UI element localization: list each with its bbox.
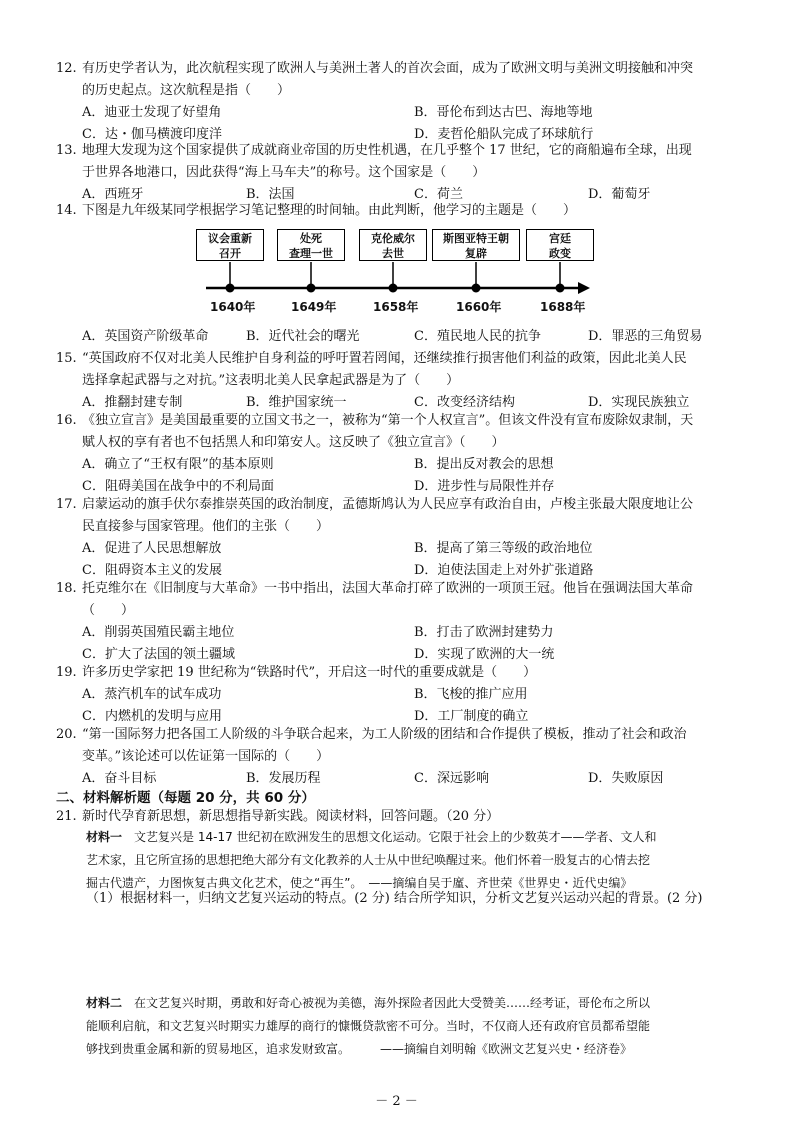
option-c[interactable]: C．阻碍美国在战争中的不利局面 (82, 479, 274, 494)
option-a[interactable]: A．蒸汽机车的试车成功 (82, 687, 222, 702)
option-d[interactable]: D．罪恶的三角贸易 (588, 329, 703, 344)
option-c[interactable]: C．殖民地人民的抗争 (414, 329, 541, 344)
option-d[interactable]: D．实现民族独立 (588, 395, 690, 410)
option-d[interactable]: D．进步性与局限性并存 (414, 479, 555, 494)
option-c[interactable]: C．阻碍资本主义的发展 (82, 563, 222, 578)
option-a[interactable]: A．确立了“王权有限”的基本原则 (82, 457, 274, 472)
option-a[interactable]: A．迪亚士发现了好望角 (82, 105, 222, 120)
section-title: 二、材料解析题（每题 20 分，共 60 分） (56, 790, 315, 806)
option-c[interactable]: C．改变经济结构 (414, 395, 515, 410)
timeline-year: 1688年 (540, 300, 586, 314)
material-text: 在文艺复兴时期，勇敢和好奇心被视为美德，海外探险者因此大受赞美……经考证，哥伦布之所以 (134, 996, 651, 1010)
material-line: 艺术家，且它所宣扬的思想把绝大部分有文化教养的人士从中世纪唤醒过来。他们怀着一股复古的心情去挖 (86, 853, 651, 867)
question-14-stem (56, 200, 746, 222)
option-d[interactable]: D．葡萄牙 (588, 187, 651, 202)
timeline-event-box (196, 229, 264, 261)
timeline-event-label: 宫廷 (549, 232, 571, 245)
stem-text: “第一国际努力把各国工人阶级的斗争联合起来，为工人阶级的团结和合作提供了模板，推动了社会和政治 (82, 727, 687, 742)
question-21-stem (56, 806, 746, 828)
option-a[interactable]: A．奋斗目标 (82, 771, 157, 786)
question-17-stem (56, 494, 746, 538)
timeline-year: 1658年 (373, 300, 419, 314)
question-15 (56, 348, 746, 414)
question-13 (56, 140, 746, 206)
timeline-year: 1649年 (291, 300, 337, 314)
question-number: 12. (56, 61, 77, 76)
options-row (56, 326, 746, 348)
material-1 (86, 826, 756, 895)
option-d[interactable]: D．实现了欧洲的大一统 (414, 647, 555, 662)
timeline-arrow (578, 282, 590, 294)
sub-question-1: （1）根据材料一，归纳文艺复兴运动的特点。(2 分) 结合所学知识，分析文艺复兴运动兴起的背景。(2 分) (86, 891, 703, 906)
question-20-stem (56, 724, 746, 768)
option-b[interactable]: B．打击了欧洲封建势力 (414, 625, 554, 640)
timeline-event-label: 去世 (382, 247, 404, 260)
option-b[interactable]: B．提高了第三等级的政治地位 (414, 541, 593, 556)
timeline-dot (556, 284, 565, 293)
option-d[interactable]: D．麦哲伦船队完成了环球航行 (414, 127, 594, 142)
option-b[interactable]: B．近代社会的曙光 (246, 329, 360, 344)
option-a[interactable]: A．英国资产阶级革命 (82, 329, 209, 344)
timeline-event-label: 议会重新 (208, 232, 252, 245)
timeline-event-box (432, 229, 520, 261)
question-number: 15. (56, 351, 77, 366)
options-row (56, 102, 746, 124)
stem-text: 的历史起点。这次航程是指（ ） (82, 83, 291, 98)
option-b[interactable]: B．维护国家统一 (246, 395, 347, 410)
question-21 (56, 806, 746, 828)
material-label: 材料一 (86, 830, 123, 844)
question-15-stem (56, 348, 746, 392)
question-16 (56, 410, 746, 498)
timeline-event-box (359, 229, 427, 261)
stem-text: 地理大发现为这个国家提供了成就商业帝国的历史性机遇，在几乎整个 17 世纪，它的商船遍布全球，出现 (82, 143, 692, 158)
stem-text: 于世界各地港口，因此获得“海上马车夫”的称号。这个国家是（ ） (82, 165, 486, 180)
options-row (56, 684, 746, 706)
question-number: 17. (56, 497, 77, 512)
question-number: 13. (56, 143, 77, 158)
material-label: 材料二 (86, 996, 123, 1010)
stem-text: 新时代孕育新思想，新思想指导新实践。阅读材料，回答问题。（20 分） (82, 809, 500, 824)
question-number: 21. (56, 809, 77, 824)
question-18 (56, 578, 746, 666)
question-13-stem (56, 140, 746, 184)
timeline-event-label: 政变 (549, 247, 571, 260)
stem-text: 民直接参与国家管理。他们的主张（ ） (82, 519, 330, 534)
page-number: － 2 － (375, 1094, 418, 1109)
option-a[interactable]: A．削弱英国殖民霸主地位 (82, 625, 235, 640)
question-14 (56, 200, 746, 222)
material-line: 掘古代遗产，力图恢复古典文化艺术，使之“再生”。 ——摘编自吴于廑、齐世荣《世界史・近代史编》 (86, 876, 633, 890)
stem-text: 许多历史学家把 19 世纪称为“铁路时代”，开启这一时代的重要成就是（ ） (82, 665, 537, 680)
option-b[interactable]: B．法国 (246, 187, 295, 202)
timeline-dot (226, 284, 235, 293)
timeline-event-label: 处死 (300, 232, 322, 245)
question-19-stem (56, 662, 746, 684)
stem-text: 托克维尔在《旧制度与大革命》一书中指出，法国大革命打碎了欧洲的一项顶王冠。他旨在强调法国大革命 (82, 581, 694, 596)
option-b[interactable]: B．提出反对教会的思想 (414, 457, 554, 472)
material-line (86, 992, 756, 1015)
question-number: 16. (56, 413, 77, 428)
question-number: 18. (56, 581, 77, 596)
timeline-event-label: 斯图亚特王朝 (443, 232, 509, 245)
option-d[interactable]: D．工厂制度的确立 (414, 709, 529, 724)
options-row (56, 538, 746, 560)
option-b[interactable]: B．发展历程 (246, 771, 321, 786)
question-20 (56, 724, 746, 790)
material-line (86, 826, 756, 849)
stem-text: 下图是九年级某同学根据学习笔记整理的时间轴。由此判断，他学习的主题是（ ） (82, 203, 577, 218)
question-18-stem (56, 578, 746, 622)
timeline-year: 1640年 (210, 300, 256, 314)
stem-text: 启蒙运动的旗手伏尔泰推崇英国的政治制度，孟德斯鸠认为人民应享有政治自由，卢梭主张最大限度地让公 (82, 497, 694, 512)
stem-text: 《独立宣言》是美国最重要的立国文书之一，被称为“第一个人权宣言”。但该文件没有宣布废除奴隶制，天 (82, 413, 694, 428)
timeline-event-label: 查理一世 (289, 247, 333, 260)
material-line: 能顺利启航，和文艺复兴时期实力雄厚的商行的慷慨贷款密不可分。当时，不仅商人还有政府官员都希望能 (86, 1019, 651, 1033)
option-c[interactable]: C．深远影响 (414, 771, 489, 786)
stem-text: “英国政府不仅对北美人民维护自身利益的呼吁置若罔闻，还继续推行损害他们利益的政策，因此北美人民 (82, 351, 687, 366)
stem-text: 选择拿起武器与之对抗。”这表明北美人民拿起武器是为了（ ） (82, 373, 460, 388)
option-a[interactable]: A．推翻封建专制 (82, 395, 183, 410)
stem-text: （ ） (82, 603, 135, 618)
option-c[interactable]: C．达・伽马横渡印度洋 (82, 127, 222, 142)
question-number: 14. (56, 203, 77, 218)
question-14-options (56, 326, 746, 348)
question-number: 19. (56, 665, 77, 680)
timeline-event-label: 召开 (219, 247, 241, 260)
timeline-dot (472, 284, 481, 293)
option-b[interactable]: B．哥伦布到达古巴、海地等地 (414, 105, 593, 120)
timeline-event-box (277, 229, 345, 261)
timeline-event-label: 复辟 (465, 247, 487, 260)
timeline-diagram (190, 226, 600, 326)
question-12 (56, 58, 746, 146)
options-row (56, 622, 746, 644)
option-c[interactable]: C．荷兰 (414, 187, 463, 202)
question-number: 20. (56, 727, 77, 742)
timeline-event-label: 克伦威尔 (371, 232, 415, 245)
material-line: 够找到贵重金属和新的贸易地区，追求发财致富。 ——摘编自刘明翰《欧洲文艺复兴史・经济卷》 (86, 1042, 633, 1056)
material-text: 文艺复兴是 14-17 世纪初在欧洲发生的思想文化运动。它限于社会上的少数英才——学者、文人和 (134, 830, 657, 844)
question-17 (56, 494, 746, 582)
question-16-stem (56, 410, 746, 454)
stem-text: 赋人权的享有者也不包括黑人和印第安人。这反映了《独立宣言》（ ） (82, 435, 505, 450)
timeline-year: 1660年 (456, 300, 502, 314)
material-2 (86, 992, 756, 1061)
stem-text: 有历史学者认为，此次航程实现了欧洲人与美洲土著人的首次会面，成为了欧洲文明与美洲文明接触和冲突 (82, 61, 694, 76)
option-d[interactable]: D．失败原因 (588, 771, 664, 786)
question-19 (56, 662, 746, 728)
option-a[interactable]: A．西班牙 (82, 187, 144, 202)
option-a[interactable]: A．促进了人民思想解放 (82, 541, 222, 556)
option-c[interactable]: C．内燃机的发明与应用 (82, 709, 222, 724)
timeline-dot (389, 284, 398, 293)
timeline-event-box (526, 229, 594, 261)
timeline-dot (307, 284, 316, 293)
stem-text: 变革。”该论述可以佐证第一国际的（ ） (82, 749, 330, 764)
question-12-stem (56, 58, 746, 102)
option-d[interactable]: D．迫使法国走上对外扩张道路 (414, 563, 594, 578)
options-row (56, 454, 746, 476)
option-b[interactable]: B．飞梭的推广应用 (414, 687, 528, 702)
option-c[interactable]: C．扩大了法国的领土疆域 (82, 647, 235, 662)
